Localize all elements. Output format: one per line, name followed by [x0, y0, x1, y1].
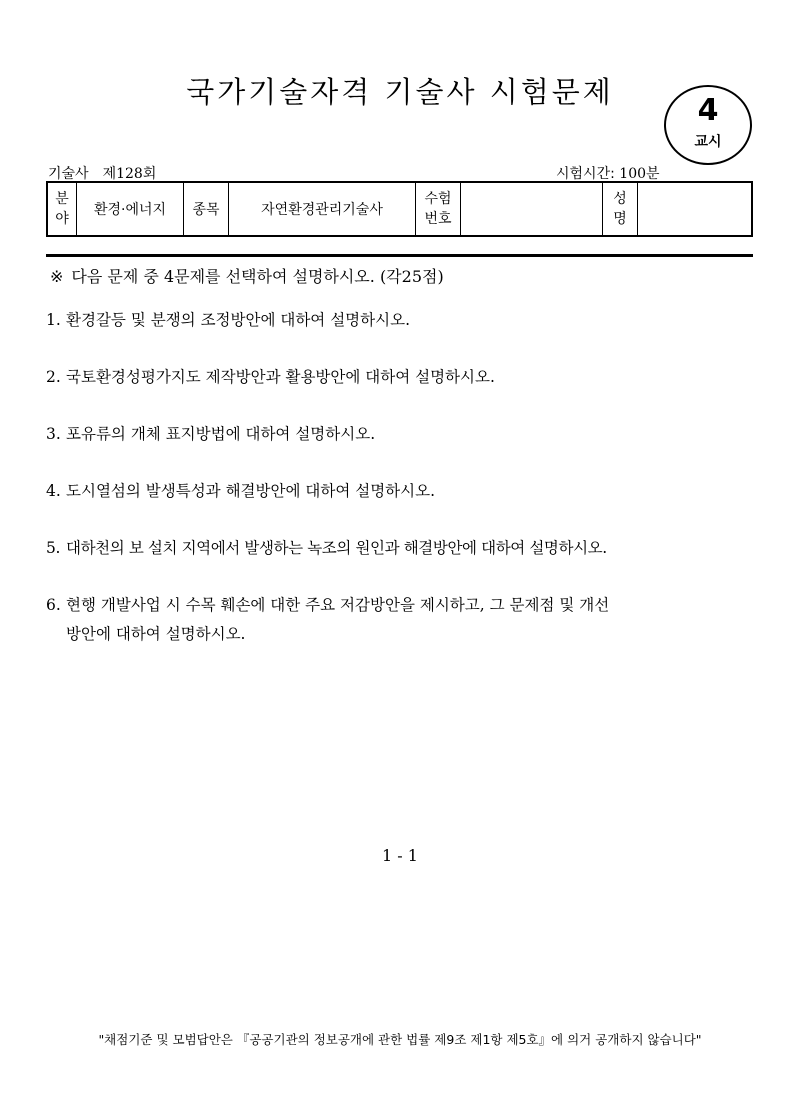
question-number: 3.	[46, 425, 61, 443]
field-label-cell	[47, 182, 77, 236]
exam-number-label-1: 수험	[424, 191, 452, 207]
question-item	[46, 477, 758, 506]
session-number: 4	[697, 93, 719, 128]
exam-info-table	[46, 181, 753, 237]
name-label-cell	[603, 182, 638, 236]
exam-time-info	[556, 163, 660, 183]
question-text: 국토환경성평가지도 제작방안과 활용방안에 대하여 설명하시오.	[66, 368, 495, 386]
page-number: 1 - 1	[382, 846, 418, 865]
question-item	[46, 591, 758, 649]
session-badge	[664, 85, 752, 165]
question-number: 1.	[46, 311, 61, 329]
question-number: 4.	[46, 482, 61, 500]
exam-number-label-cell	[416, 182, 461, 236]
question-item	[46, 306, 758, 335]
header-divider	[46, 254, 753, 257]
page-title: 국가기술자격 기술사 시험문제	[186, 75, 614, 109]
question-text: 현행 개발사업 시 수목 훼손에 대한 주요 저감방안을 제시하고, 그 문제점 및 개선	[66, 596, 610, 614]
instruction-text: 다음 문제 중 4문제를 선택하여 설명하시오. (각25점)	[71, 267, 444, 286]
footer-notice: "채점기준 및 모범답안은 『공공기관의 정보공개에 관한 법률 제9조 제1항 제5호』에 의거 공개하지 않습니다"	[98, 1032, 702, 1047]
instruction	[50, 264, 444, 287]
name-label-2: 명	[613, 211, 627, 227]
question-item	[46, 363, 758, 392]
reference-mark: ※	[50, 267, 64, 286]
exam-round-info	[48, 163, 156, 183]
field-label-2: 야	[55, 211, 69, 227]
category-label-cell: 종목	[184, 182, 229, 236]
field-value-cell: 환경·에너지	[77, 182, 184, 236]
question-text-continued: 방안에 대하여 설명하시오.	[66, 625, 246, 643]
name-input[interactable]	[638, 182, 753, 236]
name-label-1: 성	[613, 191, 627, 207]
question-number: 5.	[46, 539, 60, 557]
exam-type: 기술사	[48, 166, 89, 182]
question-text: 환경갈등 및 분쟁의 조정방안에 대하여 설명하시오.	[66, 311, 410, 329]
question-number: 6.	[46, 596, 61, 614]
question-number: 2.	[46, 368, 61, 386]
question-item	[46, 534, 758, 563]
exam-number-input[interactable]	[461, 182, 603, 236]
field-label-1: 분	[55, 191, 69, 207]
question-text: 포유류의 개체 표지방법에 대하여 설명하시오.	[66, 425, 376, 443]
exam-time-value: 100분	[619, 166, 660, 182]
question-item	[46, 420, 758, 449]
exam-round: 제128회	[102, 166, 157, 182]
question-text: 대하천의 보 설치 지역에서 발생하는 녹조의 원인과 해결방안에 대하여 설명하시오.	[66, 539, 607, 557]
session-label: 교시	[694, 134, 722, 150]
question-text: 도시열섬의 발생특성과 해결방안에 대하여 설명하시오.	[66, 482, 436, 500]
category-value-cell: 자연환경관리기술사	[229, 182, 416, 236]
exam-number-label-2: 번호	[424, 211, 452, 227]
exam-time-label: 시험시간:	[556, 166, 615, 182]
